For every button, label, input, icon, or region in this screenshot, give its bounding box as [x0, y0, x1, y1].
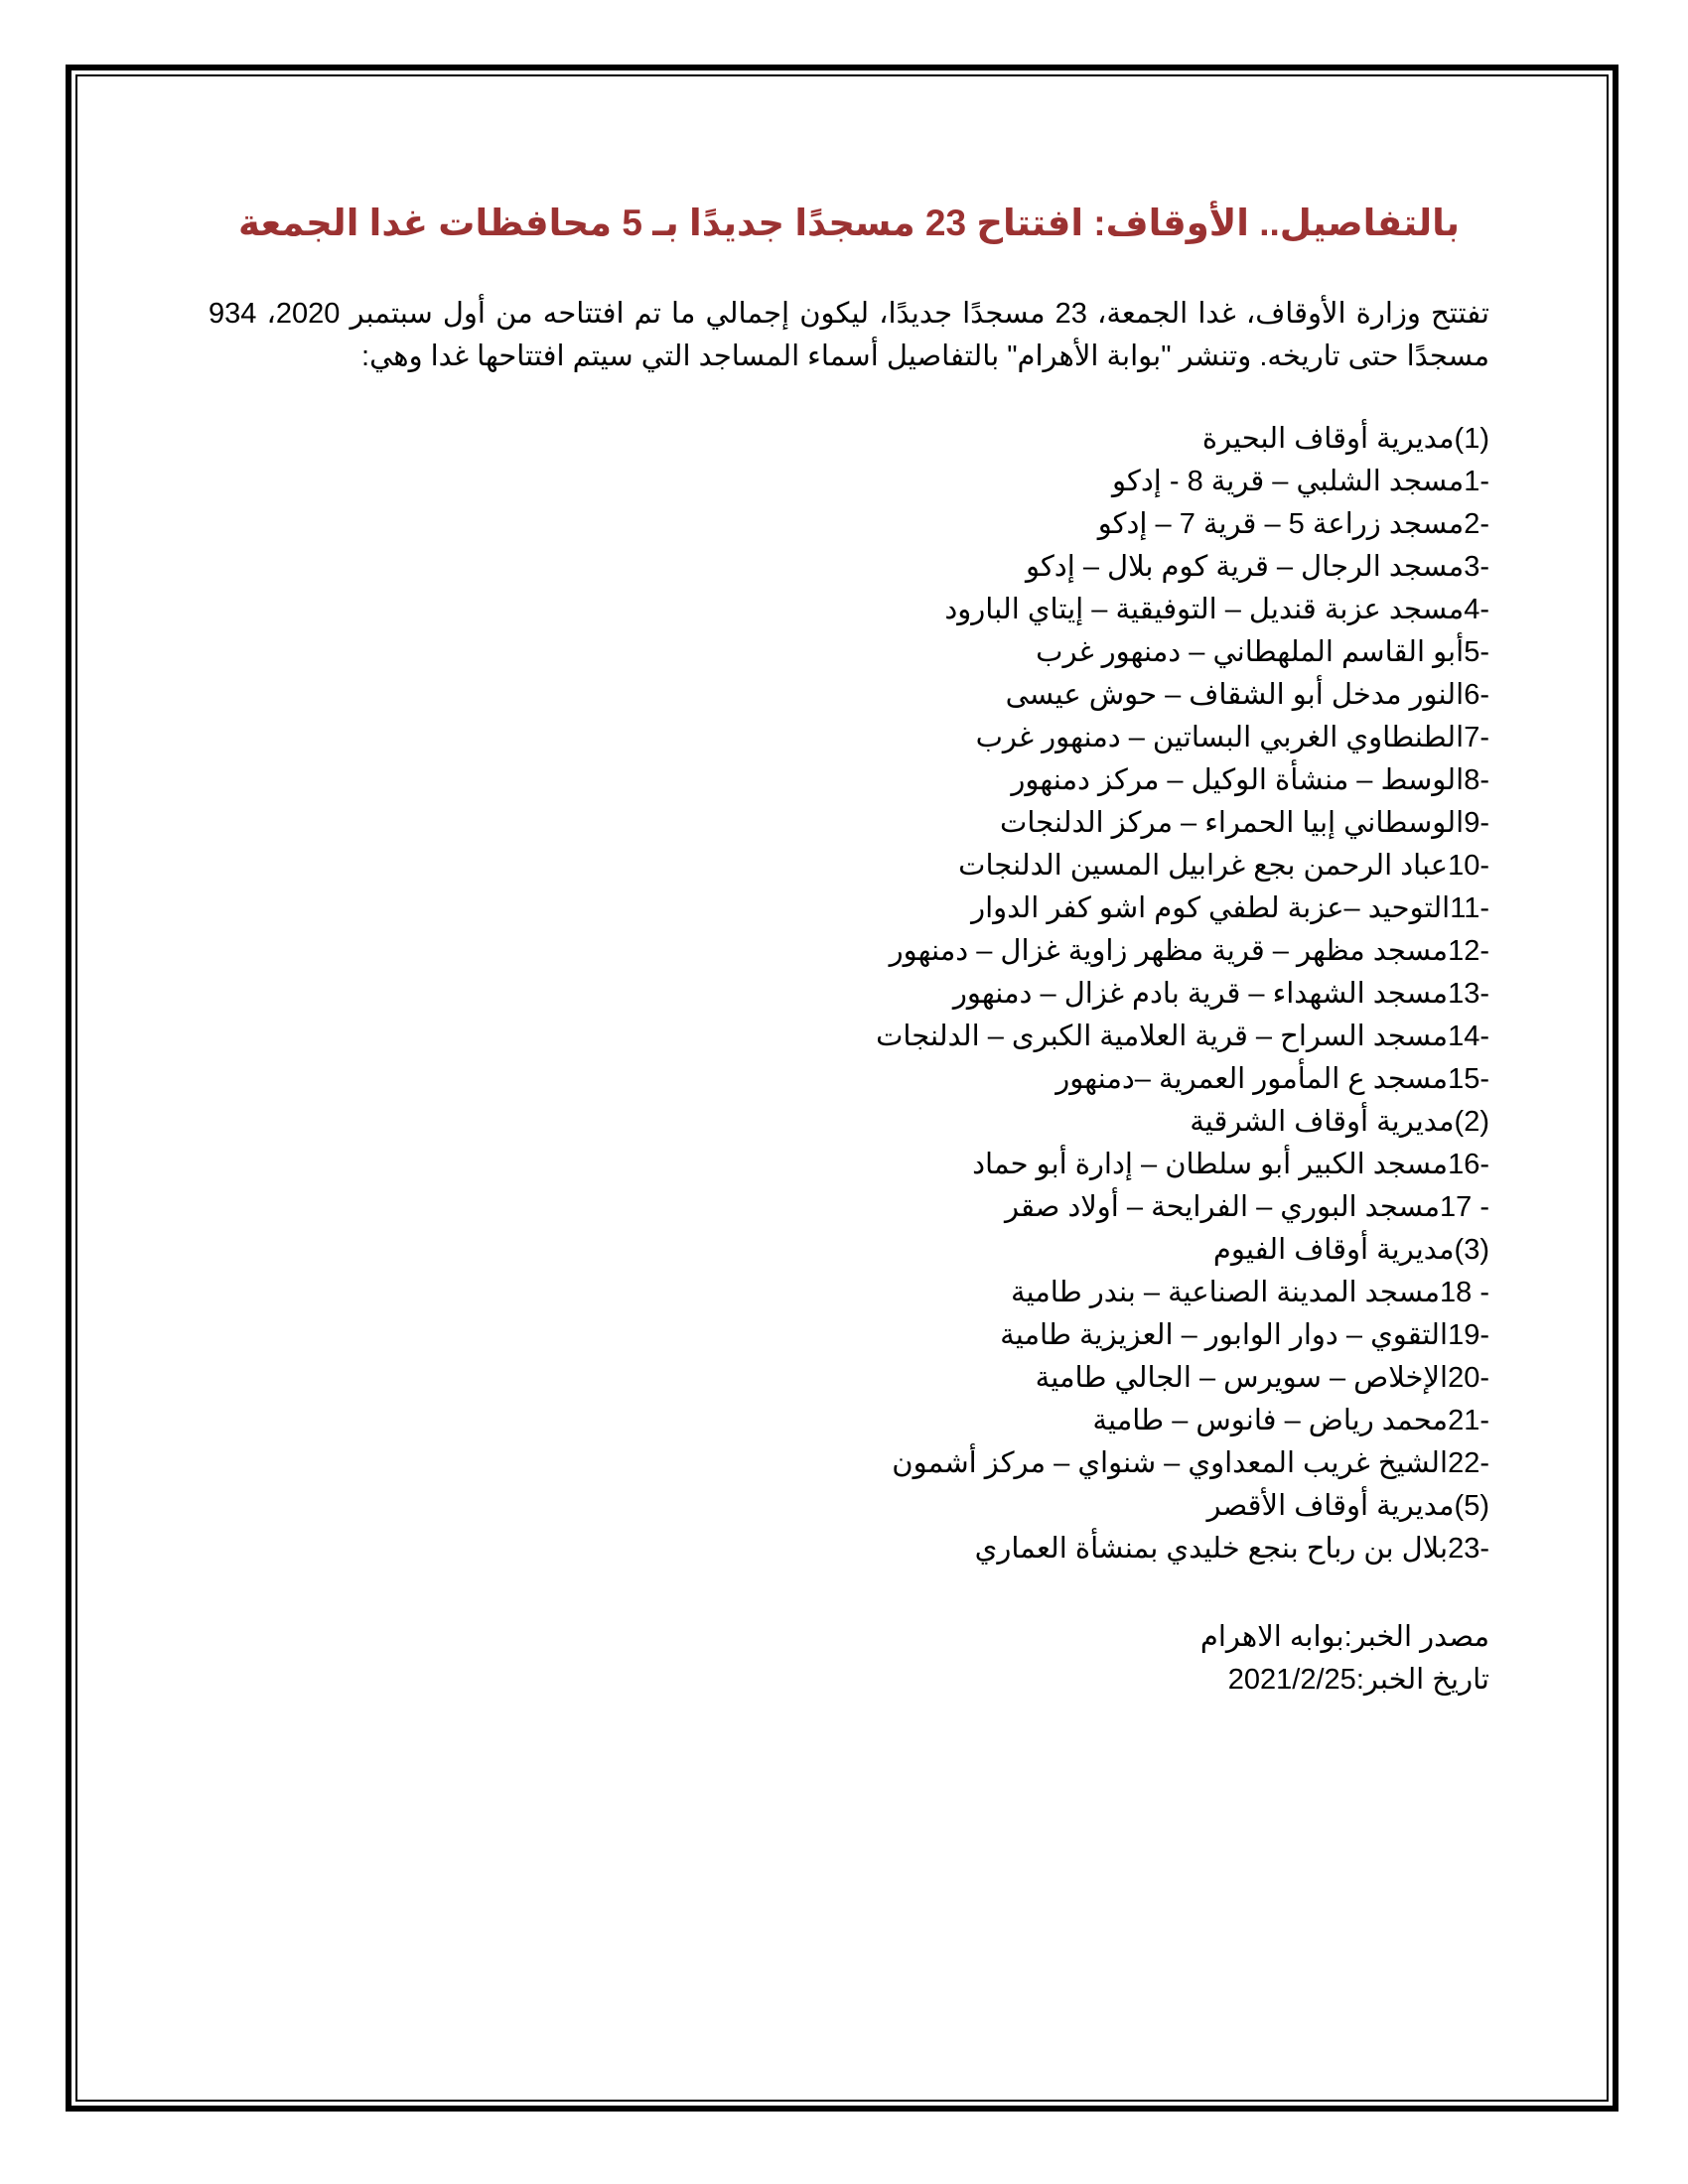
article-footer	[209, 1616, 1489, 1702]
list-item: -23بلال بن رباح بنجع خليدي بمنشأة العماري	[974, 1533, 1489, 1565]
list-item: -1مسجد الشلبي – قرية 8 - إدكو	[1112, 466, 1489, 497]
list-item: - 17مسجد البوري – الفرايحة – أولاد صقر	[1004, 1191, 1489, 1223]
list-item: -20الإخلاص – سويرس – الجالي طامية	[1035, 1362, 1489, 1394]
article-title: بالتفاصيل.. الأوقاف: افتتاح 23 مسجدًا جديدًا بـ 5 محافظات غدا الجمعة	[238, 203, 1460, 243]
list-item: -3مسجد الرجال – قرية كوم بلال – إدكو	[1026, 551, 1489, 583]
list-item: -8الوسط – منشأة الوكيل – مركز دمنهور	[1011, 764, 1489, 796]
list-item: -22الشيخ غريب المعداوي – شنواي – مركز أشمون	[892, 1447, 1489, 1479]
list-item: -13مسجد الشهداء – قرية بادم غزال – دمنهور	[952, 978, 1489, 1010]
list-item: - 18مسجد المدينة الصناعية – بندر طامية	[1010, 1277, 1489, 1308]
mosque-list	[209, 418, 1489, 1570]
list-item: -7الطنطاوي الغربي البساتين – دمنهور غرب	[975, 722, 1489, 753]
list-item: -11التوحيد –عزبة لطفي كوم اشو كفر الدوار	[971, 892, 1489, 924]
list-item: -15مسجد ع المأمور العمرية –دمنهور	[1055, 1063, 1489, 1095]
list-item: (5)مديرية أوقاف الأقصر	[1206, 1490, 1489, 1522]
list-item: -5أبو القاسم الملهطاني – دمنهور غرب	[1036, 636, 1489, 668]
list-item: (1)مديرية أوقاف البحيرة	[1201, 423, 1489, 455]
list-item: -14مسجد السراح – قرية العلامية الكبرى – الدلنجات	[876, 1021, 1489, 1052]
list-item: -19التقوي – دوار الوابور – العزيزية طامية	[1000, 1319, 1489, 1351]
list-item: -12مسجد مظهر – قرية مظهر زاوية غزال – دمنهور	[889, 935, 1489, 967]
list-item: -2مسجد زراعة 5 – قرية 7 – إدكو	[1097, 508, 1489, 540]
news-source: مصدر الخبر:بوابه الاهرام	[1199, 1621, 1489, 1653]
list-item: -16مسجد الكبير أبو سلطان – إدارة أبو حماد	[972, 1149, 1489, 1180]
list-item: (3)مديرية أوقاف الفيوم	[1212, 1234, 1489, 1266]
list-item: -21محمد رياض – فانوس – طامية	[1092, 1405, 1489, 1436]
article-intro: تفتتح وزارة الأوقاف، غدا الجمعة، 23 مسجدًا جديدًا، ليكون إجمالي ما تم افتتاحه من أول سبتمبر 2020، 934 مسجدًا حتى تاريخه. وتنشر "بوابة الأهرام" بالتفاصيل أسماء المساجد التي سيتم افتتاحها غدا وهي:	[209, 298, 1489, 372]
article	[209, 194, 1489, 1702]
list-item: -9الوسطاني إبيا الحمراء – مركز الدلنجات	[1000, 807, 1489, 839]
list-item: -6النور مدخل أبو الشقاف – حوش عيسى	[1005, 679, 1489, 711]
news-date: تاريخ الخبر:2021/2/25	[1227, 1664, 1489, 1696]
list-item: -10عباد الرحمن بجع غرابيل المسين الدلنجات	[958, 850, 1489, 882]
list-item: -4مسجد عزبة قنديل – التوفيقية – إيتاي البارود	[944, 594, 1489, 625]
list-item: (2)مديرية أوقاف الشرقية	[1190, 1106, 1489, 1138]
